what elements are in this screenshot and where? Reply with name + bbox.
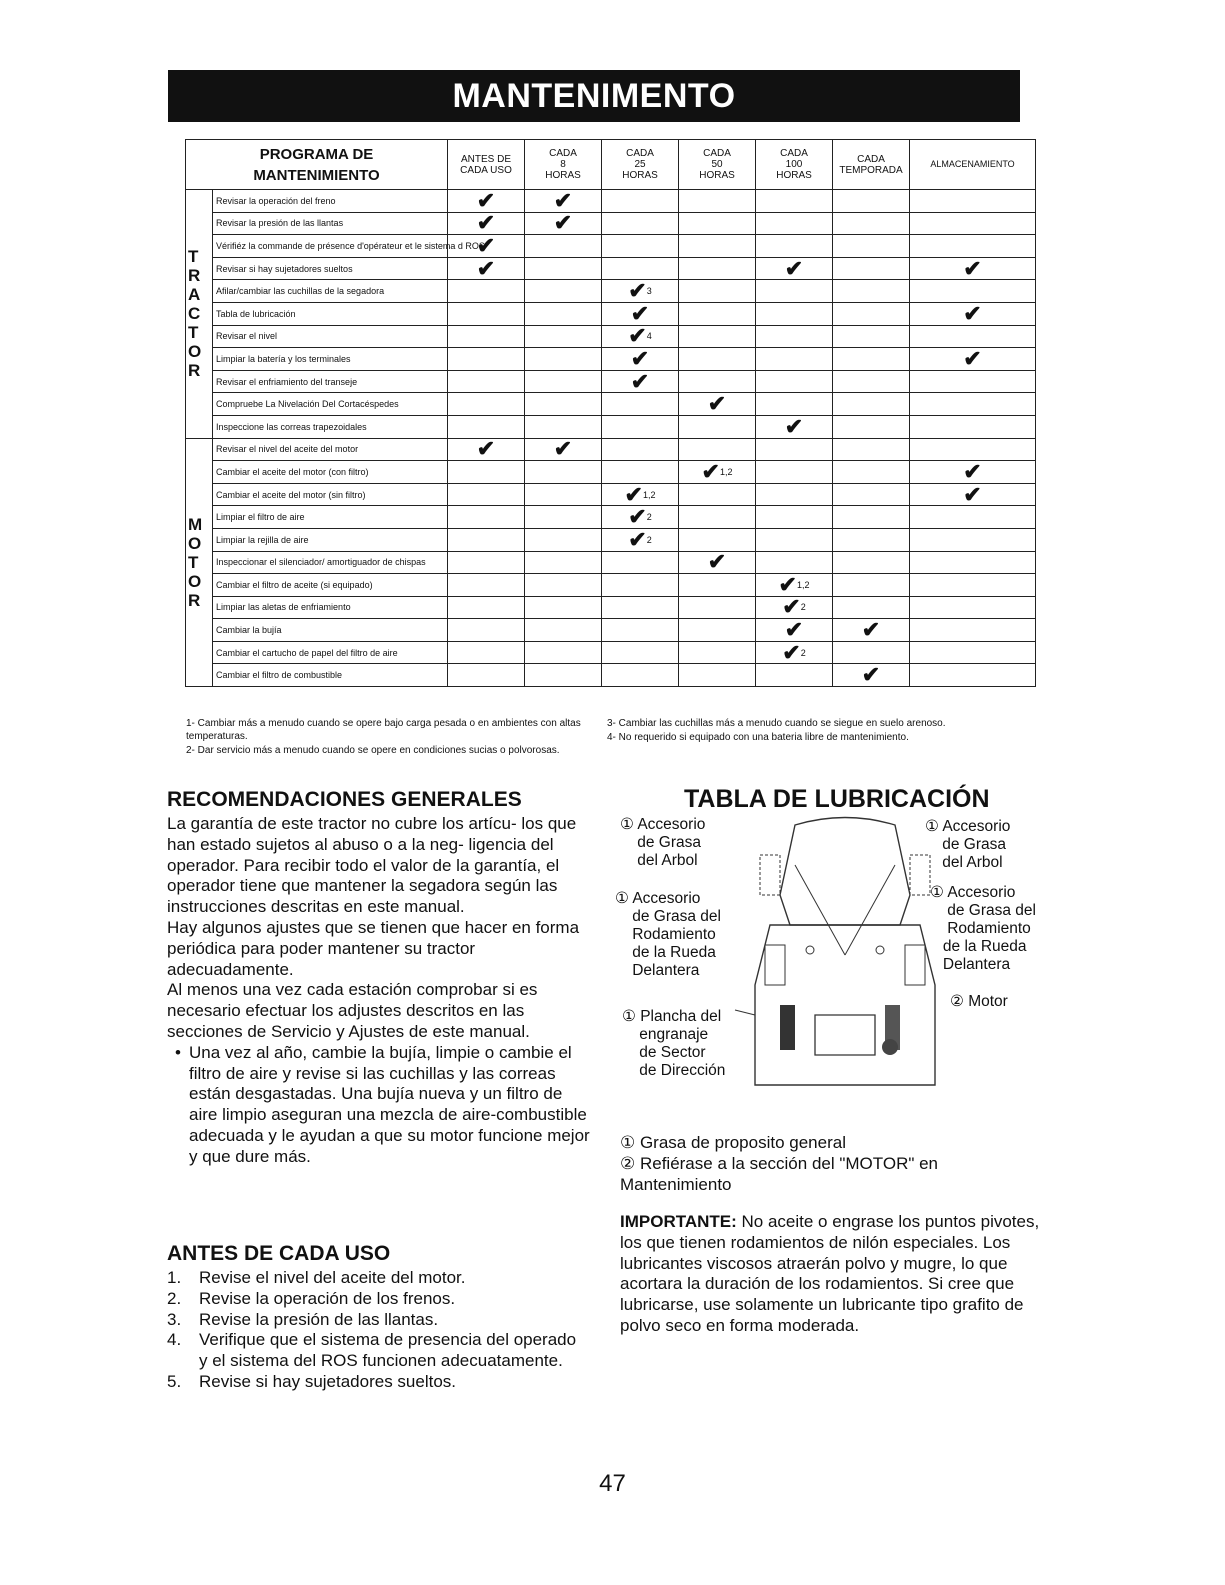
empty-cell [910,641,1036,664]
check-icon: ✔ [701,458,720,484]
antes-item [167,1268,587,1289]
empty-cell [679,596,756,619]
empty-cell [448,393,525,416]
check-icon: ✔ [628,323,647,349]
antes-item [167,1310,587,1331]
empty-cell [910,235,1036,258]
empty-cell [756,325,833,348]
empty-cell [448,415,525,438]
empty-cell [448,574,525,597]
empty-cell [525,664,602,687]
empty-cell [448,325,525,348]
check-footnote-ref: 2 [646,534,652,545]
empty-cell [833,370,910,393]
antes-item-text: Verifique que el sistema de presencia del operado y el sistema del ROS funcionen adecuatamente. [199,1330,577,1371]
bullet-dot: • [175,1042,181,1062]
general-paragraph: Hay algunos ajustes que se tienen que hacer en forma periódica para poder mantener su tractor adecuadamente. [167,917,580,979]
empty-cell [756,438,833,461]
check-mark [910,257,1036,280]
footnote-1: 1- Cambiar más a menudo cuando se opere bajo carga pesada o en ambientes con altas temperaturas. [186,718,581,742]
check-icon: ✔ [782,594,801,620]
empty-cell [679,619,756,642]
antes-heading: ANTES DE CADA USO [167,1242,391,1265]
col-header: CADA 100 HORAS [756,140,833,190]
empty-cell [525,483,602,506]
label-rodamiento-right: ① Accesorio de Grasa del Rodamiento de la Rueda Delantera [930,884,1036,973]
empty-cell [679,302,756,325]
empty-cell [602,664,679,687]
empty-cell [448,370,525,393]
empty-cell [833,190,910,213]
schedule-row [186,280,1036,303]
task-label: Revisar el nivel [213,325,448,348]
important-note [620,1212,1048,1337]
check-icon: ✔ [553,436,573,462]
check-icon: ✔ [628,526,647,552]
check-footnote-ref: 2 [800,647,806,658]
check-icon: ✔ [553,210,573,236]
check-mark [525,187,602,213]
antes-item-text: Revise la operación de los frenos. [199,1288,456,1308]
check-mark [910,302,1036,325]
empty-cell [910,551,1036,574]
check-icon: ✔ [476,436,496,462]
check-icon: ✔ [628,504,647,530]
check-icon: ✔ [553,187,573,213]
task-label: Inspeccionar el silenciador/ amortiguador de chispas [213,551,448,574]
check-mark [756,415,833,438]
empty-cell [679,235,756,258]
check-icon: ✔ [782,639,801,665]
empty-cell [448,596,525,619]
empty-cell [448,528,525,551]
empty-cell [910,438,1036,461]
task-label: Compruebe La Nivelación Del Cortacéspedes [213,393,448,416]
empty-cell [679,212,756,235]
label-arbol-left: ① Accesorio de Grasa del Arbol [620,816,706,869]
empty-cell [910,596,1036,619]
empty-cell [910,664,1036,687]
schedule-row [186,325,1036,348]
empty-cell [448,641,525,664]
check-mark [602,302,679,325]
check-mark [833,619,910,642]
empty-cell [833,461,910,484]
task-label: Cambiar el aceite del motor (sin filtro) [213,483,448,506]
empty-cell [679,438,756,461]
check-icon: ✔ [630,345,650,371]
empty-cell [525,596,602,619]
check-icon: ✔ [476,255,496,281]
label-plancha: ① Plancha del engranaje de Sector de Dirección [622,1008,726,1079]
empty-cell [525,348,602,371]
empty-cell [525,574,602,597]
check-mark [756,257,833,280]
check-mark [602,483,679,506]
task-label: Revisar la operación del freno [213,190,448,213]
empty-cell [525,393,602,416]
empty-cell [602,438,679,461]
schedule-row [186,393,1036,416]
empty-cell [756,664,833,687]
empty-cell [833,415,910,438]
col-header: CADA TEMPORADA [833,140,910,190]
maintenance-schedule [185,139,1015,687]
section-label: M O T O R [186,438,213,687]
check-icon: ✔ [784,617,804,643]
check-mark [448,438,525,461]
empty-cell [910,506,1036,529]
task-label: Cambiar el filtro de aceite (si equipado) [213,574,448,597]
empty-cell [448,483,525,506]
empty-cell [525,551,602,574]
empty-cell [679,348,756,371]
empty-cell [910,528,1036,551]
check-icon: ✔ [963,458,982,484]
check-mark [756,641,833,664]
empty-cell [756,212,833,235]
antes-item-text: Revise la presión de las llantas. [199,1309,439,1329]
check-mark [602,280,679,303]
empty-cell [756,506,833,529]
empty-cell [833,483,910,506]
empty-cell [602,212,679,235]
empty-cell [525,257,602,280]
check-icon: ✔ [861,617,881,643]
check-icon: ✔ [784,413,804,439]
check-mark [602,325,679,348]
empty-cell [833,325,910,348]
page-banner: MANTENIMENTO [168,70,1020,122]
empty-cell [679,257,756,280]
check-footnote-ref: 1,2 [642,489,656,500]
check-mark [679,458,756,484]
empty-cell [833,235,910,258]
check-icon: ✔ [630,368,650,394]
empty-cell [833,528,910,551]
task-label: Cambiar el cartucho de papel del filtro de aire [213,641,448,664]
empty-cell [602,596,679,619]
schedule-row [186,235,1036,258]
empty-cell [602,619,679,642]
schedule-row [186,461,1036,484]
check-icon: ✔ [476,232,496,258]
check-icon: ✔ [476,187,496,213]
check-mark [602,506,679,529]
empty-cell [448,348,525,371]
footnotes-left [186,717,596,758]
empty-cell [833,596,910,619]
schedule-row [186,506,1036,529]
empty-cell [833,348,910,371]
task-label: Cambiar el filtro de combustible [213,664,448,687]
empty-cell [910,619,1036,642]
antes-item [167,1289,587,1310]
check-footnote-ref: 4 [646,331,652,342]
empty-cell [448,461,525,484]
empty-cell [679,528,756,551]
schedule-row [186,302,1036,325]
check-mark [525,212,602,235]
empty-cell [448,664,525,687]
empty-cell [679,664,756,687]
schedule-row [186,348,1036,371]
check-icon: ✔ [476,210,496,236]
label-rodamiento-left: ① Accesorio de Grasa del Rodamiento de la Rueda Delantera [615,890,721,979]
schedule-row [186,574,1036,597]
empty-cell [679,370,756,393]
empty-cell [833,393,910,416]
empty-cell [910,212,1036,235]
check-mark [448,257,525,280]
empty-cell [525,235,602,258]
empty-cell [756,528,833,551]
check-mark [679,393,756,416]
empty-cell [833,212,910,235]
col-header: ANTES DE CADA USO [448,140,525,190]
check-icon: ✔ [784,255,804,281]
general-paragraph: La garantía de este tractor no cubre los artícu- los que han estado sujetos al abuso o a la neg- ligencia del operador. Para recibir todo el valor de la garantía, el operador tiene que mantener la segadora según las instrucciones descritas en este manual. [167,814,577,917]
empty-cell [448,619,525,642]
check-icon: ✔ [707,391,727,417]
empty-cell [756,370,833,393]
check-mark [602,370,679,393]
empty-cell [602,551,679,574]
empty-cell [679,325,756,348]
empty-cell [602,461,679,484]
empty-cell [910,393,1036,416]
check-footnote-ref: 1,2 [796,579,810,590]
schedule-row [186,619,1036,642]
schedule-row [186,641,1036,664]
empty-cell [756,302,833,325]
col-header: CADA 50 HORAS [679,140,756,190]
empty-cell [910,280,1036,303]
bullet-text: Una vez al año, cambie la bujía, limpie o cambie el filtro de aire y revise si las cuchillas y las correas están desgastadas. Una bujía nueva y un filtro de aire limpio aseguran una mezcla de aire-combustible adecuada y le ayudan a que su motor funcione mejor y que dure más. [189,1042,590,1166]
general-text [167,814,595,1168]
empty-cell [602,574,679,597]
task-label: Limpiar el filtro de aire [213,506,448,529]
task-label: Cambiar el aceite del motor (con filtro) [213,461,448,484]
task-label: Afilar/cambiar las cuchillas de la segadora [213,280,448,303]
empty-cell [833,551,910,574]
schedule-row [186,483,1036,506]
empty-cell [833,257,910,280]
empty-cell [910,190,1036,213]
antes-item [167,1330,587,1372]
empty-cell [525,506,602,529]
check-mark [756,619,833,642]
empty-cell [910,325,1036,348]
empty-cell [525,528,602,551]
check-mark [448,232,525,258]
empty-cell [525,302,602,325]
section-label: T R A C T O R [186,190,213,439]
check-icon: ✔ [707,549,727,575]
empty-cell [602,641,679,664]
empty-cell [910,370,1036,393]
empty-cell [679,506,756,529]
footnotes-right [607,717,1007,745]
empty-cell [679,190,756,213]
schedule-row [186,415,1036,438]
task-label: Vérifiéz la commande de présence d'opérateur et le sistema d ROS [213,235,448,258]
antes-item [167,1372,587,1393]
empty-cell [525,280,602,303]
empty-cell [525,370,602,393]
schedule-row [186,528,1036,551]
antes-item-number: 4. [167,1330,182,1350]
empty-cell [448,280,525,303]
tractor-diagram [735,815,955,1115]
check-icon: ✔ [963,345,982,371]
schedule-title: PROGRAMA DE MANTENIMIENTO [186,140,448,190]
footnote-4: 4- No requerido si equipado con una bateria libre de mantenimiento. [607,732,909,743]
empty-cell [525,461,602,484]
empty-cell [756,235,833,258]
antes-item-number: 1. [167,1268,182,1287]
check-mark [679,551,756,574]
check-icon: ✔ [963,481,982,507]
check-mark [910,345,1036,371]
check-mark [910,483,1036,506]
antes-item-number: 5. [167,1371,182,1391]
empty-cell [833,438,910,461]
footnote-2: 2- Dar servicio más a menudo cuando se opere en condiciones sucias o polvorosas. [186,745,560,756]
lube-title: TABLA DE LUBRICACIÓN [684,785,990,813]
empty-cell [756,348,833,371]
task-label: Tabla de lubricación [213,302,448,325]
empty-cell [525,641,602,664]
empty-cell [833,641,910,664]
empty-cell [448,551,525,574]
antes-item-text: Revise si hay sujetadores sueltos. [199,1371,457,1391]
empty-cell [910,574,1036,597]
general-bullet [167,1043,595,1168]
schedule-row [186,596,1036,619]
check-icon: ✔ [778,571,797,597]
empty-cell [756,190,833,213]
check-mark [525,438,602,461]
general-heading: RECOMENDACIONES GENERALES [167,788,522,811]
empty-cell [525,325,602,348]
empty-cell [756,483,833,506]
empty-cell [602,190,679,213]
empty-cell [756,393,833,416]
check-mark [756,571,833,597]
col-header: CADA 8 HORAS [525,140,602,190]
empty-cell [833,574,910,597]
task-label: Revisar el enfriamiento del transeje [213,370,448,393]
check-mark [448,187,525,213]
task-label: Revisar el nivel del aceite del motor [213,438,448,461]
check-footnote-ref: 2 [646,512,652,523]
check-mark [602,528,679,551]
schedule-row [186,664,1036,687]
important-label: IMPORTANTE: [620,1212,737,1231]
empty-cell [679,280,756,303]
schedule-row [186,370,1036,393]
col-header: ALMACENAMIENTO [910,140,1036,190]
empty-cell [833,506,910,529]
check-mark [756,596,833,619]
antes-item-text: Revise el nivel del aceite del motor. [199,1268,466,1287]
task-label: Revisar si hay sujetadores sueltos [213,257,448,280]
empty-cell [679,415,756,438]
footnote-3: 3- Cambiar las cuchillas más a menudo cuando se siegue en suelo arenoso. [607,718,946,729]
empty-cell [602,235,679,258]
check-mark [910,458,1036,484]
schedule-row [186,212,1036,235]
task-label: Cambiar la bujía [213,619,448,642]
general-paragraph: Al menos una vez cada estación comprobar si es necesario efectuar los adjustes descritos en las secciones de Servicio y Ajustes de este manual. [167,980,538,1041]
empty-cell [602,393,679,416]
check-icon: ✔ [624,481,643,507]
empty-cell [602,415,679,438]
empty-cell [910,415,1036,438]
empty-cell [756,551,833,574]
empty-cell [679,483,756,506]
task-label: Limpiar las aletas de enfriamiento [213,596,448,619]
empty-cell [756,461,833,484]
schedule-row [186,551,1036,574]
antes-item-number: 2. [167,1288,182,1308]
empty-cell [679,574,756,597]
label-motor: ② Motor [950,993,1008,1010]
check-icon: ✔ [861,662,881,688]
check-mark [602,345,679,371]
check-footnote-ref: 1,2 [719,466,733,477]
check-mark [448,212,525,235]
task-label: Revisar la presión de las llantas [213,212,448,235]
empty-cell [679,641,756,664]
lube-legend [620,1133,1040,1195]
check-icon: ✔ [630,300,650,326]
antes-item-number: 3. [167,1309,182,1329]
antes-list [167,1268,587,1393]
check-icon: ✔ [628,278,647,304]
maintenance-table [185,139,1036,687]
empty-cell [448,302,525,325]
task-label: Inspeccione las correas trapezoidales [213,415,448,438]
schedule-row [186,190,1036,213]
task-label: Limpiar la rejilla de aire [213,528,448,551]
empty-cell [833,280,910,303]
check-footnote-ref: 3 [646,286,652,297]
page-number: 47 [599,1470,626,1497]
label-arbol-right: ① Accesorio de Grasa del Arbol [925,818,1011,871]
task-label: Limpiar la batería y los terminales [213,348,448,371]
schedule-row [186,257,1036,280]
important-text: No aceite o engrase los puntos pivotes, los que tienen rodamientos de nilón especiales. Los lubricantes viscosos atraerán polvo y mugre, lo que acortara la duración de los rodamientos. Si cree que lubricarse, use solamente un lubricante tipo grafito de polvo seco en forma moderada. [620,1212,1040,1335]
empty-cell [525,619,602,642]
schedule-row [186,438,1036,461]
check-footnote-ref: 2 [800,602,806,613]
empty-cell [756,280,833,303]
empty-cell [602,257,679,280]
empty-cell [448,506,525,529]
legend-1: ① Grasa de proposito general [620,1133,846,1152]
empty-cell [525,415,602,438]
check-icon: ✔ [963,300,982,326]
empty-cell [833,302,910,325]
legend-2: ② Refiérase a la sección del "MOTOR" en Mantenimiento [620,1153,939,1194]
check-icon: ✔ [963,255,982,281]
col-header: CADA 25 HORAS [602,140,679,190]
check-mark [833,664,910,687]
